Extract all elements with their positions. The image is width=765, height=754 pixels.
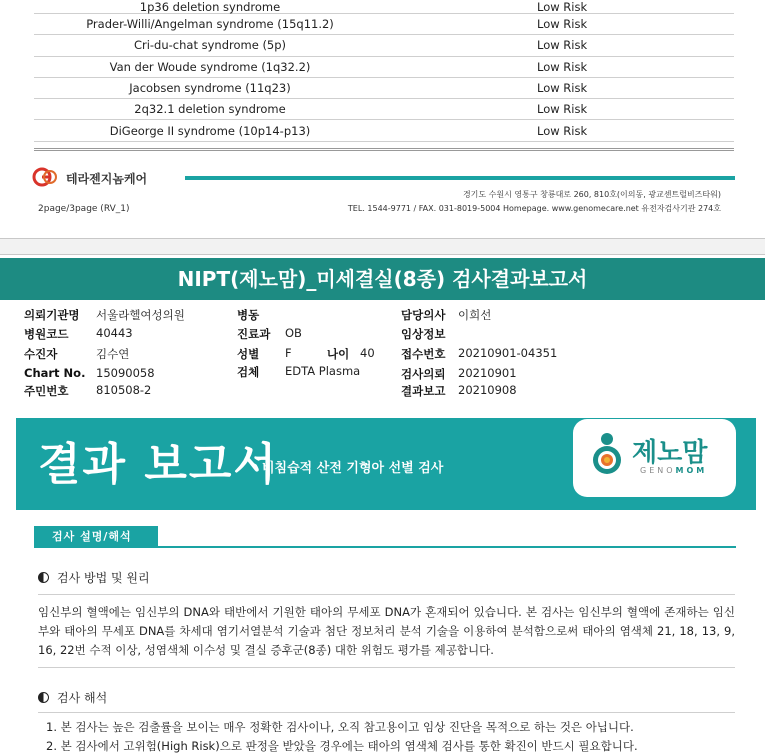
clinical-label: 임상정보: [401, 327, 446, 341]
method-heading-text: 검사 방법 및 원리: [57, 571, 150, 585]
specimen-value: EDTA Plasma: [285, 364, 361, 378]
dept-value: OB: [285, 326, 302, 340]
risk-value: Low Risk: [537, 0, 588, 14]
half-circle-bullet-icon: [38, 692, 49, 703]
result-banner-title: 결과 보고서: [38, 439, 278, 490]
syndrome-name: DiGeorge II syndrome (10p14-p13): [109, 123, 311, 138]
table-row: [34, 57, 734, 78]
divider: [38, 667, 735, 668]
resident-value: 810508-2: [96, 383, 152, 397]
result-banner-subtitle: 비침습적 산전 기형아 선별 검사: [262, 461, 444, 476]
company-address: 경기도 수원시 영통구 창룡대로 260, 810호(이의동, 광교센트럴비즈타워): [462, 190, 721, 199]
result-value: 20210908: [458, 383, 517, 397]
age-value: 40: [360, 346, 375, 360]
section-tag: 검사 설명/해석: [34, 526, 158, 548]
syndrome-name: 1p36 deletion syndrome: [139, 0, 281, 14]
company-logo-icon: [32, 167, 60, 187]
chart-value: 15090058: [96, 366, 155, 380]
interp-heading: [38, 689, 107, 706]
risk-value: Low Risk: [537, 102, 588, 117]
footer-accent-line: [185, 176, 735, 180]
company-address-block: [348, 188, 721, 216]
age-label: 나이: [327, 347, 350, 361]
syndrome-table: [34, 0, 734, 151]
page-separator: [0, 238, 765, 255]
sex-value: F: [285, 346, 292, 360]
syndrome-name: Prader-Willi/Angelman syndrome (15q11.2): [86, 17, 334, 32]
syndrome-name: Cri-du-chat syndrome (5p): [133, 38, 287, 53]
table-row: [34, 35, 734, 56]
interp-item-1: 1. 본 검사는 높은 검출률을 보이는 매우 정확한 검사이나, 오직 참고용이고 임상 진단을 목적으로 하는 것은 아닙니다.: [46, 720, 634, 734]
divider: [38, 712, 735, 713]
doctor-label: 담당의사: [401, 308, 446, 322]
page-number: 2page/3page (RV_1): [38, 204, 130, 214]
syndrome-name: 2q32.1 deletion syndrome: [134, 102, 286, 117]
risk-value: Low Risk: [537, 17, 588, 32]
method-paragraph: 임신부의 혈액에는 임신부의 DNA와 태반에서 기원한 태아의 무세포 DNA가 혼재되어 있습니다. 본 검사는 임신부의 혈액에 존재하는 임신부와 태아의 무세포 DNA를 차세대 염기서열분석 기술과 첨단 정보처리 분석 기술을 이용하여 분석함으로써 태아의 염색체 21, 18, 13, 9, 16, 22번 수적 이상, 성염색체 이수성 및 결실 증후군(8종) 대한 위험도 평가를 제공합니다.: [38, 605, 735, 657]
sex-label: 성별: [237, 347, 260, 361]
receipt-label: 접수번호: [401, 347, 446, 361]
table-row: [34, 14, 734, 35]
report-title: NIPT(제노맘)_미세결실(8종) 검사결과보고서: [0, 258, 765, 300]
request-value: 20210901: [458, 366, 517, 380]
genomom-sub-mom: MOM: [675, 466, 708, 475]
table-row: [34, 120, 734, 141]
risk-value: Low Risk: [537, 81, 588, 96]
table-row: [34, 0, 734, 14]
institution-label: 의뢰기관명: [24, 308, 80, 322]
risk-value: Low Risk: [537, 59, 588, 74]
syndrome-name: Van der Woude syndrome (1q32.2): [109, 59, 311, 74]
genomom-brand-sub: [640, 466, 707, 475]
result-label: 결과보고: [401, 384, 446, 398]
resident-label: 주민번호: [24, 384, 69, 398]
table-row: [34, 78, 734, 99]
table-end-rule: [34, 148, 734, 151]
company-contact: TEL. 1544-9771 / FAX. 031-8019-5004 Homepage. www.genomecare.net 유전자검사기관 274호: [347, 204, 721, 213]
hospital-code-label: 병원코드: [24, 327, 69, 341]
interp-heading-text: 검사 해석: [57, 691, 108, 705]
method-heading: [38, 569, 150, 586]
table-row: [34, 99, 734, 120]
genomom-mother-icon: [588, 430, 626, 476]
request-label: 검사의뢰: [401, 367, 446, 381]
interp-item-2: 2. 본 검사에서 고위험(High Risk)으로 판정을 받았을 경우에는 태아의 염색체 검사를 통한 확진이 반드시 필요합니다.: [46, 739, 638, 753]
half-circle-bullet-icon: [38, 572, 49, 583]
genomom-brand: 제노맘: [632, 438, 708, 468]
risk-value: Low Risk: [537, 123, 588, 138]
dept-label: 진료과: [237, 327, 271, 341]
institution-value: 서울라헬여성의원: [96, 308, 185, 322]
ward-label: 병동: [237, 308, 260, 322]
syndrome-name: Jacobsen syndrome (11q23): [129, 81, 291, 96]
specimen-label: 검체: [237, 365, 260, 379]
doctor-value: 이희선: [458, 308, 492, 322]
patient-value: 김수연: [96, 347, 130, 361]
risk-value: Low Risk: [537, 38, 588, 53]
divider: [38, 594, 735, 595]
chart-label: Chart No.: [24, 366, 86, 380]
hospital-code-value: 40443: [96, 326, 133, 340]
genomom-sub-geno: GENO: [640, 466, 676, 475]
receipt-value: 20210901-04351: [458, 346, 558, 360]
company-name: 테라젠지놈케어: [66, 172, 148, 186]
patient-label: 수진자: [24, 347, 58, 361]
